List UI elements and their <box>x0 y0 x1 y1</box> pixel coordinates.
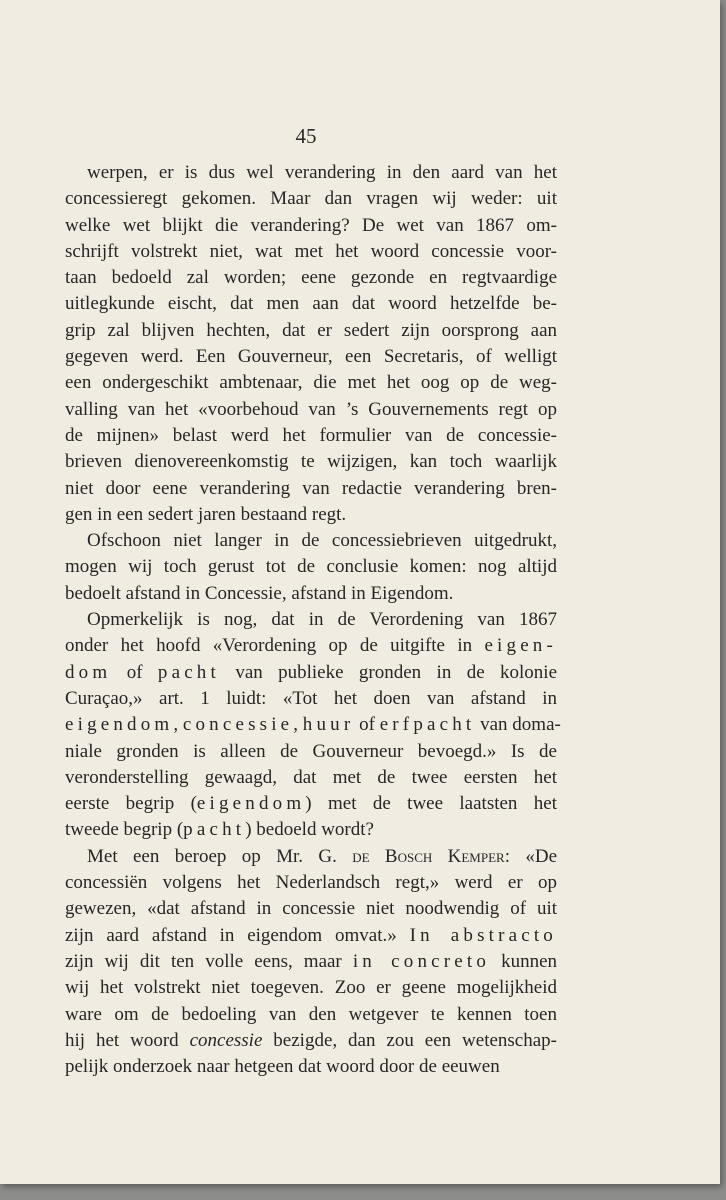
paragraph <box>65 607 561 844</box>
text-run: schrijft volstrekt niet, wat met het woord concessie voor- <box>65 240 557 262</box>
spaced-emphasis: pacht <box>183 819 246 841</box>
italic-word: concessie <box>189 1029 263 1051</box>
text-line <box>65 844 557 870</box>
text-run: , <box>173 714 183 736</box>
text-run: concessieregt gekomen. Maar dan vragen wij weder: uit <box>65 188 557 210</box>
text-run: valling van het «voorbehoud van ’s Gouvernements regt op <box>65 398 557 420</box>
text-run: taan bedoeld zal worden; eene gezonde en regtvaardige <box>65 267 557 289</box>
text-run: Curaçao,» art. 1 luidt: «Tot het doen van afstand in <box>65 687 557 709</box>
text-line <box>65 1054 557 1080</box>
text-run: of <box>354 714 380 736</box>
text-run: van publieke gronden in de kolonie <box>219 661 557 683</box>
text-run: pelijk onderzoek naar hetgeen dat woord door de eeuwen <box>65 1056 500 1078</box>
spaced-emphasis: In abstracto <box>409 924 557 946</box>
text-line <box>65 1002 557 1028</box>
text-run: bezigde, dan zou een wetenschap- <box>262 1029 557 1051</box>
text-line <box>65 344 557 370</box>
spaced-emphasis: eigendom <box>196 793 306 815</box>
text-line <box>65 265 557 291</box>
text-line <box>65 607 557 633</box>
text-run: : «De <box>504 845 557 867</box>
text-line <box>65 370 557 396</box>
text-line <box>65 449 557 475</box>
text-run: brieven dienovereenkomstig te wijzigen, kan toch waarlijk <box>65 451 557 473</box>
spaced-emphasis: dom <box>65 661 112 683</box>
text-run: welke wet blijkt die verandering? De wet van 1867 om- <box>65 214 557 236</box>
text-run: zijn wij dit ten volle eens, maar <box>65 950 353 972</box>
text-line <box>65 633 557 659</box>
text-run: kunnen <box>490 950 558 972</box>
spaced-emphasis: concessie <box>182 714 294 736</box>
text-run: grip zal blijven hechten, dat er sedert zijn oorsprong aan <box>65 319 557 341</box>
text-line <box>65 213 557 239</box>
text-run: niet door eene verandering van redactie verandering bren- <box>65 477 557 499</box>
text-line <box>65 476 557 502</box>
text-line <box>65 791 557 817</box>
spaced-emphasis: eigendom <box>65 714 174 736</box>
paragraph <box>65 160 557 528</box>
text-run: uitlegkunde eischt, dat men aan dat woord hetzelfde be- <box>65 293 557 315</box>
text-line <box>65 554 557 580</box>
text-run: gewezen, «dat afstand in concessie niet noodwendig of uit <box>65 898 557 920</box>
text-run: tweede begrip ( <box>65 819 184 841</box>
spaced-emphasis: in concreto <box>352 950 491 972</box>
text-run: ) met de twee laatsten het <box>305 793 558 815</box>
text-run: een ondergeschikt ambtenaar, die met het oog op de weg- <box>65 372 557 394</box>
text-line <box>65 318 557 344</box>
spaced-emphasis: eigen- <box>484 635 557 657</box>
paragraph <box>65 528 557 607</box>
text-run: gegeven werd. Een Gouverneur, een Secretaris, of welligt <box>65 346 557 368</box>
body-text <box>65 160 561 1080</box>
paragraph <box>65 844 557 1081</box>
text-run: werpen, er is dus wel verandering in den aard van het <box>87 162 557 183</box>
spaced-emphasis: erfpacht <box>379 714 476 736</box>
text-line <box>65 502 557 528</box>
text-line <box>65 660 557 686</box>
text-run: bedoelt afstand in Concessie, afstand in Eigendom. <box>65 582 454 604</box>
text-run: Ofschoon niet langer in de concessiebrieven uitgedrukt, <box>87 530 557 552</box>
text-line <box>65 186 557 212</box>
text-line <box>65 528 557 554</box>
text-line <box>65 739 557 765</box>
text-run: wij het volstrekt niet toegeven. Zoo er geene mogelijkheid <box>65 977 557 999</box>
text-line <box>65 712 561 738</box>
spaced-emphasis: pacht <box>157 661 220 683</box>
text-line <box>65 160 557 186</box>
text-line <box>65 975 557 1001</box>
text-run: Opmerkelijk is nog, dat in de Verordening van 1867 <box>87 609 557 631</box>
text-line <box>65 765 557 791</box>
text-line <box>65 817 557 843</box>
text-run: zijn aard afstand in eigendom omvat.» <box>65 924 410 946</box>
text-run: ) bedoeld wordt? <box>245 819 374 841</box>
text-line <box>65 686 557 712</box>
text-run: de mijnen» belast werd het formulier van de concessie- <box>65 424 557 446</box>
text-run: hij het woord <box>65 1029 190 1051</box>
text-line <box>65 397 557 423</box>
text-line <box>65 1028 557 1054</box>
text-run: niale gronden is alleen de Gouverneur bevoegd.» Is de <box>65 740 557 762</box>
text-run: ware om de bedoeling van den wetgever te kennen toen <box>65 1003 557 1025</box>
text-run: gen in een sedert jaren bestaand regt. <box>65 503 347 525</box>
text-line <box>65 896 557 922</box>
text-run: concessiën volgens het Nederlandsch regt,» werd er op <box>65 872 557 894</box>
text-run: van doma- <box>475 714 561 736</box>
text-run: Met een beroep op Mr. G. <box>87 845 353 867</box>
text-run: , <box>293 714 303 736</box>
text-run: onder het hoofd «Verordening op de uitgifte in <box>65 635 485 657</box>
text-line <box>65 291 557 317</box>
text-line <box>65 581 557 607</box>
page-number: 45 <box>295 124 317 148</box>
text-line <box>65 239 557 265</box>
text-run: mogen wij toch gerust tot de conclusie komen: nog altijd <box>65 556 557 578</box>
text-line <box>65 423 557 449</box>
text-run: eerste begrip ( <box>65 793 197 815</box>
text-line <box>65 949 557 975</box>
text-line <box>65 870 557 896</box>
text-line <box>65 923 557 949</box>
spaced-emphasis: huur <box>302 714 355 736</box>
small-caps-name: de Bosch Kemper <box>352 845 505 867</box>
text-run: veronderstelling gewaagd, dat met de twee eersten het <box>65 766 557 788</box>
text-run: of <box>111 661 158 683</box>
